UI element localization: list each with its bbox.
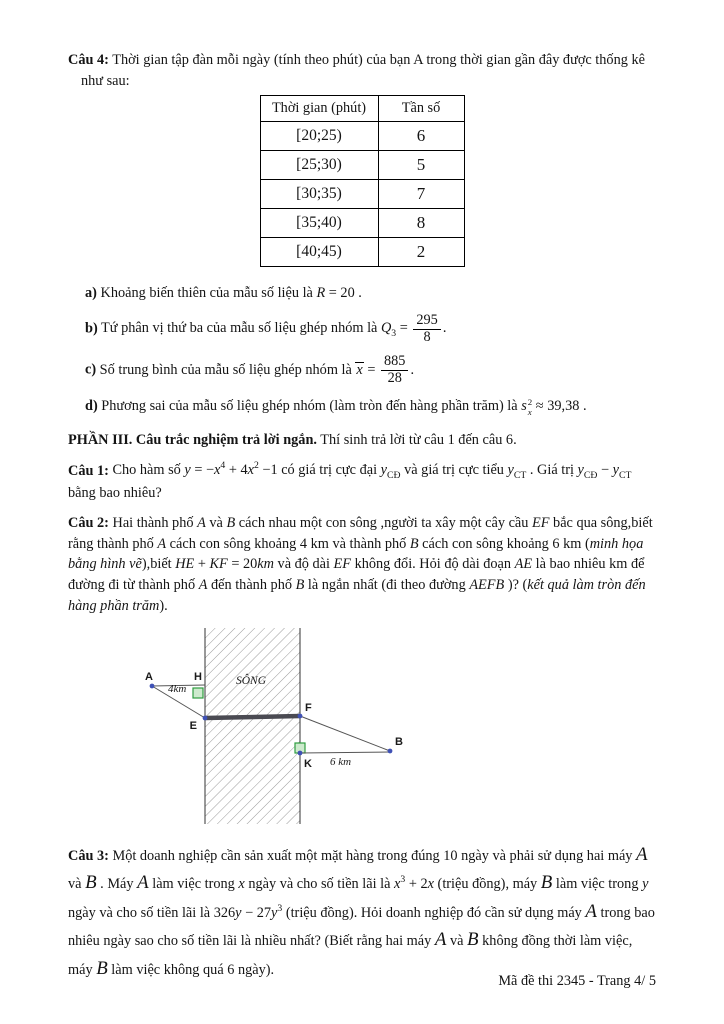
interval-cell: [20;25) (260, 122, 378, 151)
question-4-statements (68, 283, 656, 417)
interval-cell: [25;30) (260, 151, 378, 180)
frequency-table (260, 95, 465, 267)
statement-d (68, 396, 656, 417)
river-band (205, 628, 300, 824)
statement-a-text: Khoảng biến thiên của mẫu số liệu là R = 20 . (96, 285, 362, 302)
table-header-time: Thời gian (phút) (260, 96, 378, 122)
question-4-text: Thời gian tập đàn mỗi ngày (tính theo phút) của bạn A trong thời gian gần đây được thống kê như sau: (81, 52, 645, 89)
segment-kb (300, 752, 390, 753)
table-row (260, 238, 464, 267)
point-k (298, 750, 303, 755)
point-a (150, 683, 155, 688)
river-bridge-figure (108, 626, 656, 828)
point-label-a: A (145, 670, 153, 683)
interval-cell: [30;35) (260, 180, 378, 209)
statement-b-text: Tứ phân vị thứ ba của mẫu số liệu ghép nhóm là $Q_3$ = $\frac{295}{8}$ . (97, 311, 447, 345)
table-row (260, 122, 464, 151)
question-3-label: Câu 3: (68, 847, 109, 864)
page-footer: Mã đề thi 2345 - Trang 4/ 5 (498, 973, 656, 990)
table-row (260, 180, 464, 209)
question-2-label: Câu 2: (68, 514, 109, 531)
frequency-cell: 7 (378, 180, 464, 209)
bridge-ef (205, 716, 300, 718)
statement-c-label: c) (85, 361, 97, 378)
statement-c-text: Số trung bình của mẫu số liệu ghép nhóm là x = $\frac{885}{28}$ . (96, 353, 415, 387)
segment-fb (300, 716, 390, 751)
river-label: SÔNG (236, 674, 267, 687)
question-3-text: Một doanh nghiệp cần sản xuất một mặt hàng trong đúng 10 ngày và phải sử dụng hai máy A và B . Máy A làm việc trong x ngày và cho số tiền lãi là $x^3 + 2x$ (triệu đồng), máy B làm việc trong y ngày và cho số tiền lãi là $326y - 27y^3$ (triệu đồng). Hỏi doanh nghiệp đó cần sử dụng máy A trong bao nhiêu ngày sao cho số tiền lãi là nhiều nhất? (Biết rằng hai máy A và B không đồng thời làm việc, máy B làm việc không quá 6 ngày). (68, 843, 655, 979)
part-3-heading-rest: Thí sinh trả lời từ câu 1 đến câu 6. (316, 431, 517, 448)
point-label-b: B (395, 735, 403, 748)
question-1-text: Cho hàm số $y = -x^4 + 4x^2 -1$ có giá trị cực đại $y_{CĐ}$ và giá trị cực tiểu $y_{CT}$ . Giá trị $y_{CĐ} - y_{CT}$ bằng bao nhiêu? (68, 460, 653, 502)
distance-label-6km: 6 km (330, 755, 352, 768)
frequency-cell: 6 (378, 122, 464, 151)
statement-b-label: b) (85, 320, 98, 337)
distance-label-4km: 4km (168, 682, 187, 695)
point-label-h: H (194, 670, 202, 683)
table-header-row (260, 96, 464, 122)
frequency-cell: 2 (378, 238, 464, 267)
table-row (260, 209, 464, 238)
point-label-f: F (305, 701, 312, 714)
part-3-heading (68, 430, 656, 451)
question-4-label: Câu 4: (68, 52, 109, 68)
statement-a (68, 283, 656, 304)
point-f (298, 713, 303, 718)
question-4 (68, 50, 656, 91)
interval-cell: [35;40) (260, 209, 378, 238)
point-e (203, 715, 208, 720)
point-label-k: K (304, 757, 312, 770)
point-label-e: E (189, 719, 197, 732)
river-bridge-svg (108, 626, 508, 828)
table-header-frequency: Tần số (378, 96, 464, 122)
question-3 (68, 842, 656, 985)
frequency-cell: 8 (378, 209, 464, 238)
statement-b (68, 313, 656, 345)
question-2 (68, 513, 656, 617)
statement-c (68, 354, 656, 386)
part-3-heading-bold: PHẦN III. Câu trắc nghiệm trả lời ngắn. (68, 431, 317, 448)
question-1-label: Câu 1: (68, 462, 109, 479)
statement-d-label: d) (85, 397, 98, 414)
question-2-text: Hai thành phố A và B cách nhau một con sông ,người ta xây một cây cầu EF bắc qua sông,biết rằng thành phố A cách con sông khoảng 4 km và thành phố B cách con sông khoảng 6 km (minh họa bằng hình vẽ),biết HE + KF = 20km và độ dài EF không đổi. Hỏi độ dài đoạn AE là bao nhiêu km để đường đi từ thành phố A đến thành phố B là ngắn nhất (đi theo đường AEFB )? (kết quả làm tròn đến hàng phần trăm). (68, 514, 653, 614)
table-row (260, 151, 464, 180)
interval-cell: [40;45) (260, 238, 378, 267)
point-b (388, 748, 393, 753)
statement-d-text: Phương sai của mẫu số liệu ghép nhóm (làm tròn đến hàng phần trăm) là s 2 x ≈ 39,38 . (97, 397, 587, 417)
statement-a-label: a) (85, 285, 97, 302)
frequency-cell: 5 (378, 151, 464, 180)
question-1 (68, 460, 656, 504)
right-angle-marker-h (193, 688, 203, 698)
